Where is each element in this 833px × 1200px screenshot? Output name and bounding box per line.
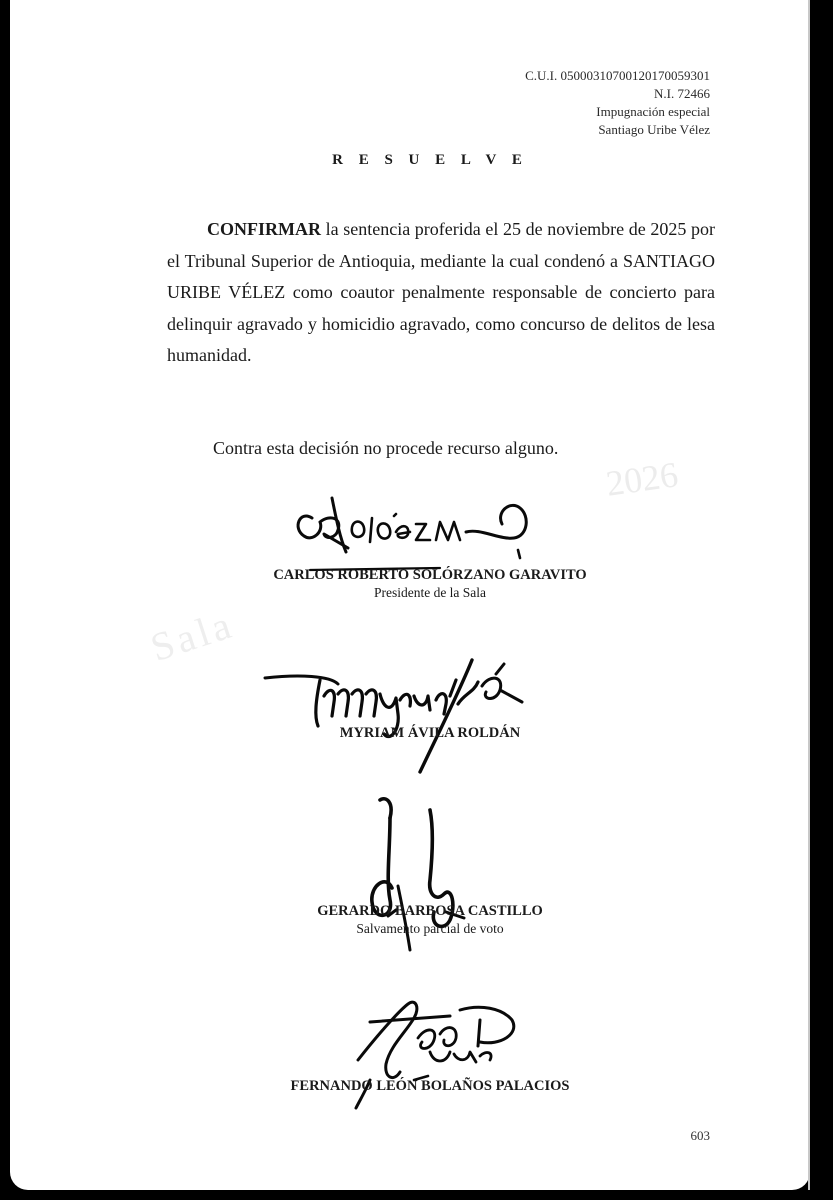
signature-avila: [260, 650, 560, 780]
watermark-sala: Sala: [145, 600, 240, 671]
section-title: R E S U E L V E: [332, 152, 528, 168]
signer-name-1: CARLOS ROBERTO SOLÓRZANO GARAVITO: [273, 567, 587, 583]
closing-statement: Contra esta decisión no procede recurso alguno.: [213, 438, 559, 458]
signer-name-4: FERNANDO LEÓN BOLAÑOS PALACIOS: [290, 1078, 570, 1094]
case-party: Santiago Uribe Vélez: [598, 122, 710, 137]
signer-name-3: GERARDO BARBOSA CASTILLO: [317, 903, 543, 919]
page-number: 603: [690, 1128, 710, 1143]
resolution-text: la sentencia proferida el 25 de noviembre de 2025 por el Tribunal Superior de Antioquia, mediante la cual condenó a SANTIAGO URIBE VÉLEZ como coautor penalmente responsable de concierto para delinquir agravado y homicidio agravado, como concurso de delitos de lesa humanidad.: [167, 219, 715, 365]
signer-name-2: MYRIAM ÁVILA ROLDÁN: [339, 725, 521, 741]
resolution-paragraph: [167, 214, 715, 372]
watermark-year: 2026: [603, 454, 681, 504]
case-type: Impugnación especial: [596, 104, 710, 119]
document-page: [10, 0, 810, 1190]
signer-role-1: Presidente de la Sala: [373, 585, 487, 600]
case-ni: N.I. 72466: [654, 86, 710, 101]
resolution-verb: CONFIRMAR: [207, 219, 321, 239]
signature-solorzano: [290, 488, 570, 568]
case-header: [525, 67, 710, 139]
page-edge: [808, 0, 810, 1190]
signer-role-3: Salvamento parcial de voto: [356, 921, 504, 936]
case-cui: C.U.I. 05000310700120170059301: [525, 68, 710, 83]
